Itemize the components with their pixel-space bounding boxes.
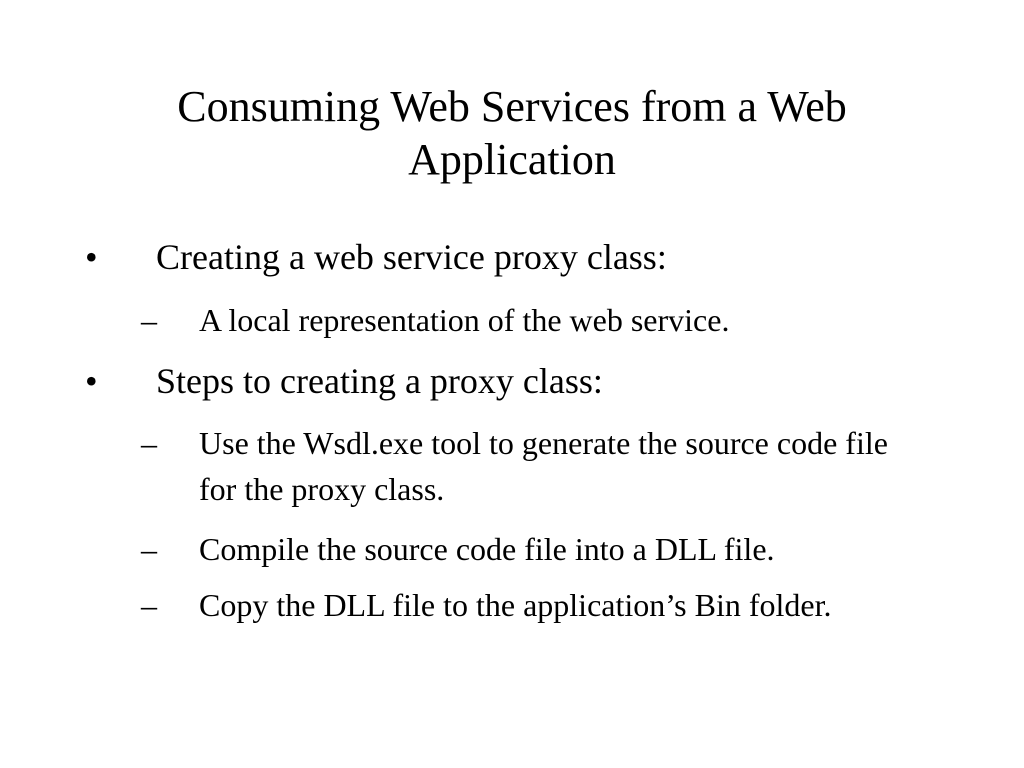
bullet-item-proxy-steps bbox=[85, 361, 936, 401]
sub-bullet-compile-dll bbox=[141, 526, 929, 572]
sub-bullet-marker: – bbox=[141, 587, 157, 623]
sub-bullet-marker: – bbox=[141, 302, 157, 338]
sub-bullet-copy-dll bbox=[141, 582, 929, 628]
sub-bullet-text: Use the Wsdl.exe tool to generate the source code file for the proxy class. bbox=[199, 425, 888, 507]
slide-title-line-1: Consuming Web Services from a Web bbox=[177, 82, 847, 131]
sub-bullet-marker: – bbox=[141, 531, 157, 567]
sub-bullet-marker: – bbox=[141, 425, 157, 461]
bullet-text: Steps to creating a proxy class: bbox=[156, 361, 603, 401]
bullet-item-creating-proxy-class bbox=[85, 237, 936, 277]
sub-bullet-text: Copy the DLL file to the application’s Bin folder. bbox=[199, 587, 832, 623]
bullet-marker: • bbox=[85, 237, 98, 277]
sub-bullet-text: Compile the source code file into a DLL file. bbox=[199, 531, 775, 567]
slide-title-line-2: Application bbox=[408, 135, 616, 184]
bullet-marker: • bbox=[85, 361, 98, 401]
sub-bullet-local-representation bbox=[141, 297, 929, 343]
sub-bullet-wsdl-tool bbox=[141, 420, 929, 512]
bullet-text: Creating a web service proxy class: bbox=[156, 237, 667, 277]
sub-bullet-text: A local representation of the web service. bbox=[199, 302, 730, 338]
